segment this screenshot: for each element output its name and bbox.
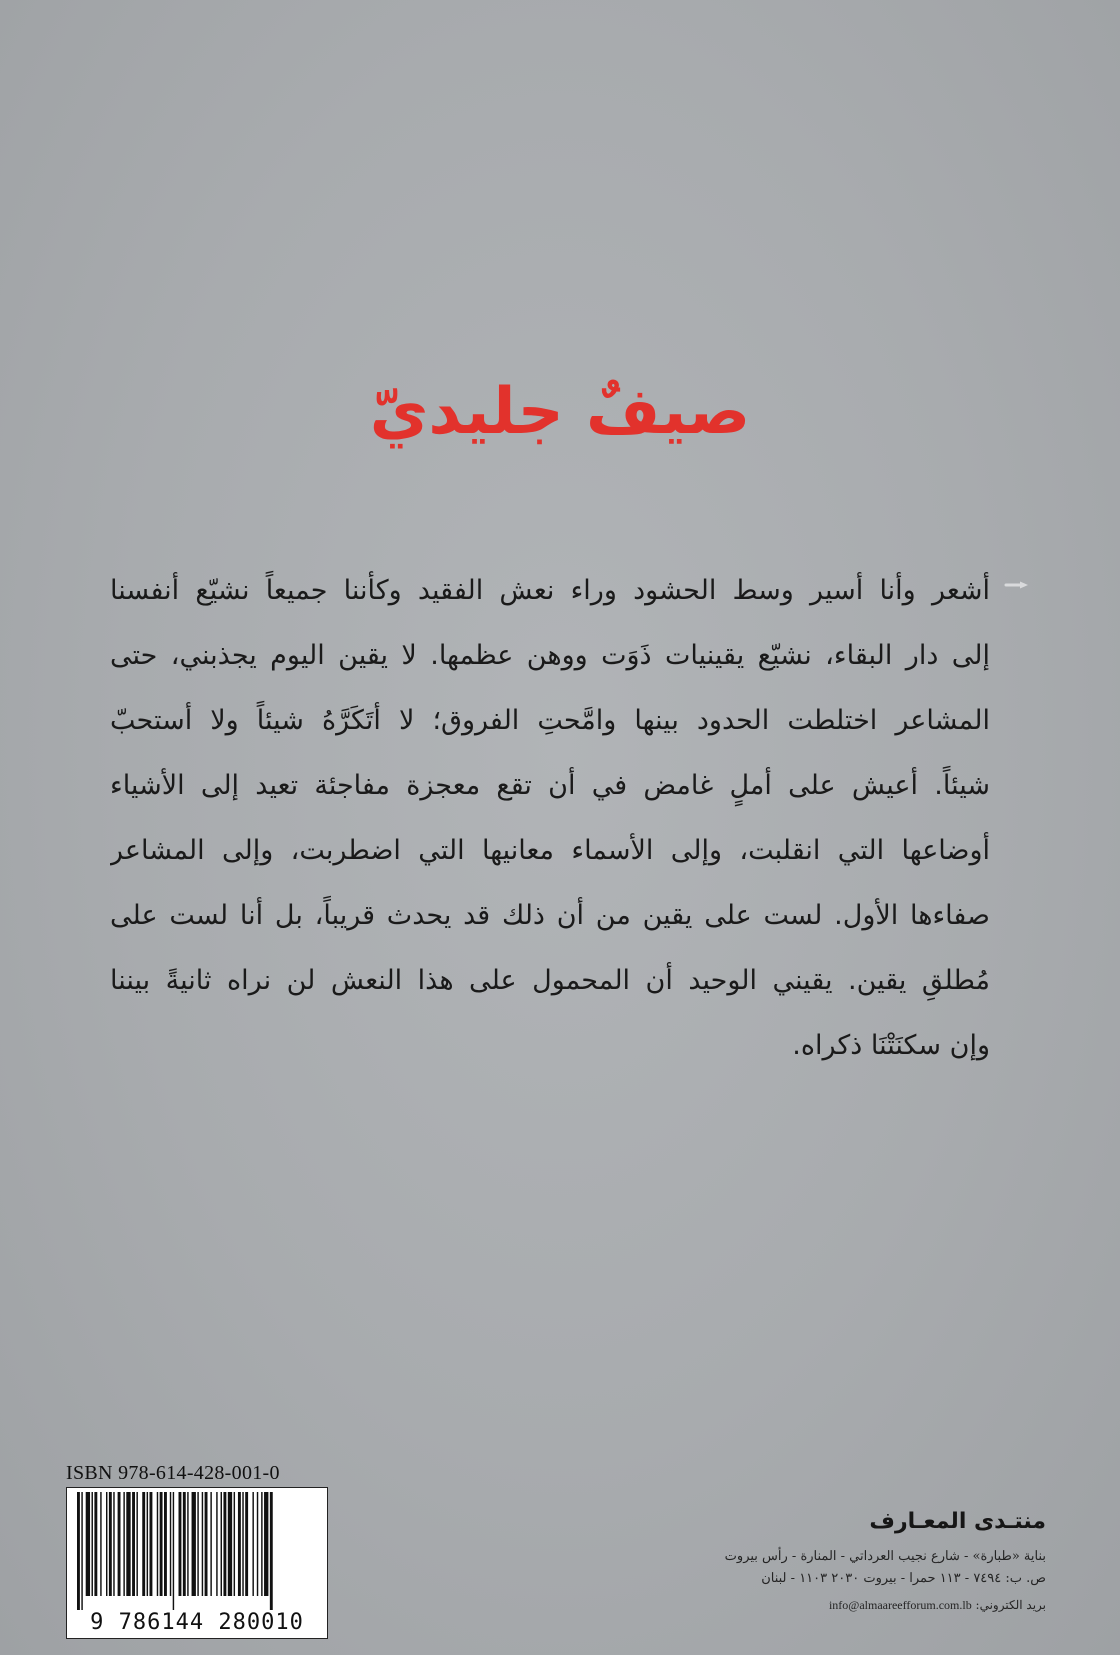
- barcode-bar: [223, 1492, 226, 1596]
- barcode-bar: [170, 1492, 171, 1596]
- barcode-bar: [81, 1492, 82, 1610]
- barcode-bar: [94, 1492, 97, 1596]
- blurb-line: إلى دار البقاء، نشيّع يقينيات ذَوَت ووهن عظمها. لا يقين اليوم يجذبني، حتى: [110, 640, 990, 671]
- barcode-bar: [221, 1492, 222, 1596]
- publisher-info: [566, 1506, 1046, 1616]
- publisher-email-line: [566, 1594, 1046, 1616]
- barcode-bar: [147, 1492, 148, 1596]
- barcode-bar: [192, 1492, 196, 1596]
- barcode-bar: [113, 1492, 114, 1596]
- barcode-bar: [173, 1492, 174, 1610]
- barcode-bar: [179, 1492, 182, 1596]
- barcode-bar: [202, 1492, 203, 1596]
- publisher-email[interactable]: info@almaareefforum.com.lb: [828, 1598, 972, 1612]
- barcode-bar: [126, 1492, 130, 1596]
- barcode-bar: [183, 1492, 186, 1596]
- barcode-icon: [75, 1492, 321, 1610]
- blurb-line: أشعر وأنا أسير وسط الحشود وراء نعش الفقيد وكأننا جميعاً نشيّع أنفسنا: [110, 575, 990, 606]
- blurb-line: شيئاً. أعيش على أملٍ غامض في أن تقع معجزة مفاجئة تعيد إلى الأشياء: [110, 770, 990, 801]
- barcode-bar: [86, 1492, 90, 1596]
- barcode-bar: [245, 1492, 248, 1596]
- barcode-bar: [109, 1492, 112, 1596]
- barcode-bar: [136, 1492, 137, 1596]
- barcode-bar: [210, 1492, 211, 1596]
- barcode-bar: [160, 1492, 163, 1596]
- barcode-bar: [118, 1492, 121, 1596]
- barcode-bar: [228, 1492, 232, 1596]
- barcode-bar: [157, 1492, 158, 1596]
- blurb-text: [110, 558, 990, 1078]
- barcode-bar: [123, 1492, 124, 1596]
- barcode-bar: [270, 1492, 273, 1610]
- barcode-bar: [252, 1492, 253, 1596]
- barcode-bar: [106, 1492, 107, 1596]
- barcode-bar: [77, 1492, 80, 1610]
- blurb-line: مُطلقِ يقين. يقيني الوحيد أن المحمول على هذا النعش لن نراه ثانيةً بيننا: [110, 965, 990, 996]
- isbn-label: ISBN 978-614-428-001-0: [66, 1462, 280, 1484]
- arrow-mark-icon: [1004, 580, 1032, 590]
- publisher-email-label: بريد الكتروني:: [975, 1598, 1046, 1612]
- publisher-name: منتـدى المعـارف: [869, 1509, 1046, 1534]
- barcode-block: [66, 1487, 328, 1639]
- barcode-bar: [242, 1492, 243, 1596]
- barcode-bar: [150, 1492, 153, 1596]
- barcode-bar: [238, 1492, 241, 1596]
- book-title: صيفٌ جليديّ: [369, 375, 751, 449]
- barcode-bar: [142, 1492, 145, 1596]
- barcode-bar: [132, 1492, 135, 1596]
- blurb-line: وإن سكنَتْنَا ذكراه.: [792, 1030, 990, 1061]
- barcode-bar: [257, 1492, 258, 1596]
- blurb-line: المشاعر اختلطت الحدود بينها وامَّحتِ الفروق؛ لا أتَكَرَّهُ شيئاً ولا أستحبّ: [110, 705, 990, 736]
- barcode-bar: [92, 1492, 93, 1596]
- barcode-digits: 9 786144 280010: [90, 1610, 304, 1635]
- barcode-bar: [264, 1492, 268, 1596]
- barcode-bar: [100, 1492, 101, 1596]
- barcode-bar: [205, 1492, 208, 1596]
- barcode-bar: [216, 1492, 217, 1596]
- publisher-address: بناية «طبارة» - شارع نجيب العرداتي - المنارة - رأس بيروت: [724, 1549, 1046, 1564]
- barcode-bar: [197, 1492, 198, 1596]
- barcode-bar: [234, 1492, 235, 1596]
- barcode-bar: [261, 1492, 262, 1596]
- publisher-po-box: ص. ب: ٧٤٩٤ - ١١٣ حمرا - بيروت ٢٠٣٠ ١١٠٣ - لبنان: [761, 1571, 1046, 1586]
- barcode-bar: [164, 1492, 167, 1596]
- blurb-line: أوضاعها التي انقلبت، وإلى الأسماء معانيها التي اضطربت، وإلى المشاعر: [110, 835, 990, 866]
- blurb-line: صفاءها الأول. لست على يقين من أن ذلك قد يحدث قريباً، بل أنا لست على: [110, 900, 990, 931]
- barcode-bar: [187, 1492, 188, 1596]
